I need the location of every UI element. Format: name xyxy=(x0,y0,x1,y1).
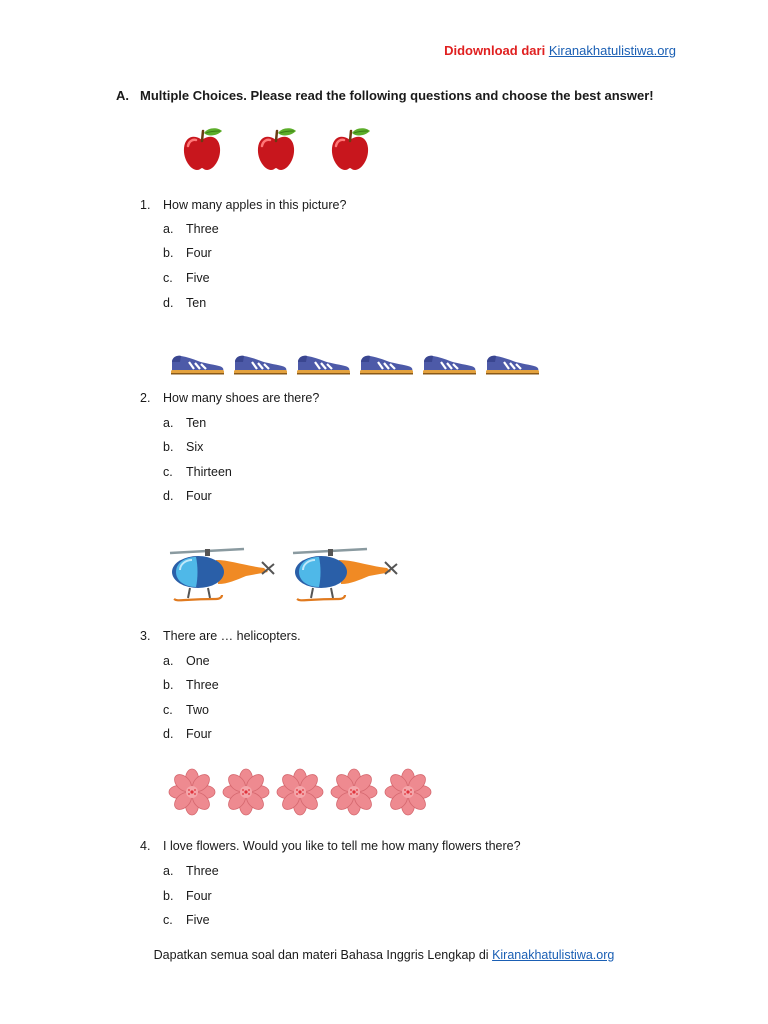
question-number: 1. xyxy=(140,198,151,212)
shoe-icon xyxy=(421,352,477,376)
header-prefix: Didownload dari xyxy=(444,43,546,58)
flower-icon xyxy=(167,767,217,817)
helicopter-icon xyxy=(168,544,278,606)
apple-icon xyxy=(177,126,227,176)
question-text: How many apples in this picture? xyxy=(163,198,347,212)
question-text: I love flowers. Would you like to tell me how many flowers there? xyxy=(163,839,521,853)
option-letter: c. xyxy=(163,703,173,717)
header-note xyxy=(444,43,676,58)
flower-icon xyxy=(221,767,271,817)
question-text: How many shoes are there? xyxy=(163,391,320,405)
footer-note xyxy=(0,948,768,962)
flower-icon xyxy=(275,767,325,817)
helicopter-icon xyxy=(291,544,401,606)
option-text: Four xyxy=(186,489,212,503)
option-text: Thirteen xyxy=(186,465,232,479)
footer-text: Dapatkan semua soal dan materi Bahasa Inggris Lengkap di xyxy=(153,948,489,962)
option-letter: a. xyxy=(163,416,174,430)
option-letter: c. xyxy=(163,271,173,285)
option-letter: a. xyxy=(163,864,174,878)
option-text: Four xyxy=(186,246,212,260)
option-text: Three xyxy=(186,864,219,878)
option-text: Five xyxy=(186,271,210,285)
option-text: Four xyxy=(186,889,212,903)
option-text: Three xyxy=(186,678,219,692)
flower-icon xyxy=(329,767,379,817)
option-text: One xyxy=(186,654,210,668)
option-text: Five xyxy=(186,913,210,927)
option-letter: a. xyxy=(163,654,174,668)
question-number: 3. xyxy=(140,629,151,643)
option-text: Four xyxy=(186,727,212,741)
option-letter: c. xyxy=(163,465,173,479)
section-instructions: Multiple Choices. Please read the following questions and choose the best answer! xyxy=(140,88,654,103)
option-text: Ten xyxy=(186,416,207,430)
option-text: Two xyxy=(186,703,209,717)
flower-icon xyxy=(383,767,433,817)
option-letter: d. xyxy=(163,489,174,503)
apple-icon xyxy=(251,126,301,176)
option-text: Six xyxy=(186,440,204,454)
option-text: Three xyxy=(186,222,219,236)
question-number: 2. xyxy=(140,391,151,405)
shoe-icon xyxy=(169,352,225,376)
option-letter: b. xyxy=(163,889,174,903)
option-letter: d. xyxy=(163,727,174,741)
option-letter: b. xyxy=(163,246,174,260)
shoe-icon xyxy=(232,352,288,376)
option-letter: a. xyxy=(163,222,174,236)
apple-icon xyxy=(325,126,375,176)
option-letter: b. xyxy=(163,440,174,454)
header-link[interactable]: Kiranakhatulistiwa.org xyxy=(548,43,676,58)
section-letter: A. xyxy=(116,88,129,103)
option-letter: d. xyxy=(163,296,174,310)
shoe-icon xyxy=(484,352,540,376)
footer-link[interactable]: Kiranakhatulistiwa.org xyxy=(492,948,615,962)
question-text: There are … helicopters. xyxy=(163,629,301,643)
option-letter: b. xyxy=(163,678,174,692)
shoe-icon xyxy=(358,352,414,376)
question-number: 4. xyxy=(140,839,151,853)
section-title xyxy=(116,88,654,103)
option-letter: c. xyxy=(163,913,173,927)
shoe-icon xyxy=(295,352,351,376)
option-text: Ten xyxy=(186,296,207,310)
